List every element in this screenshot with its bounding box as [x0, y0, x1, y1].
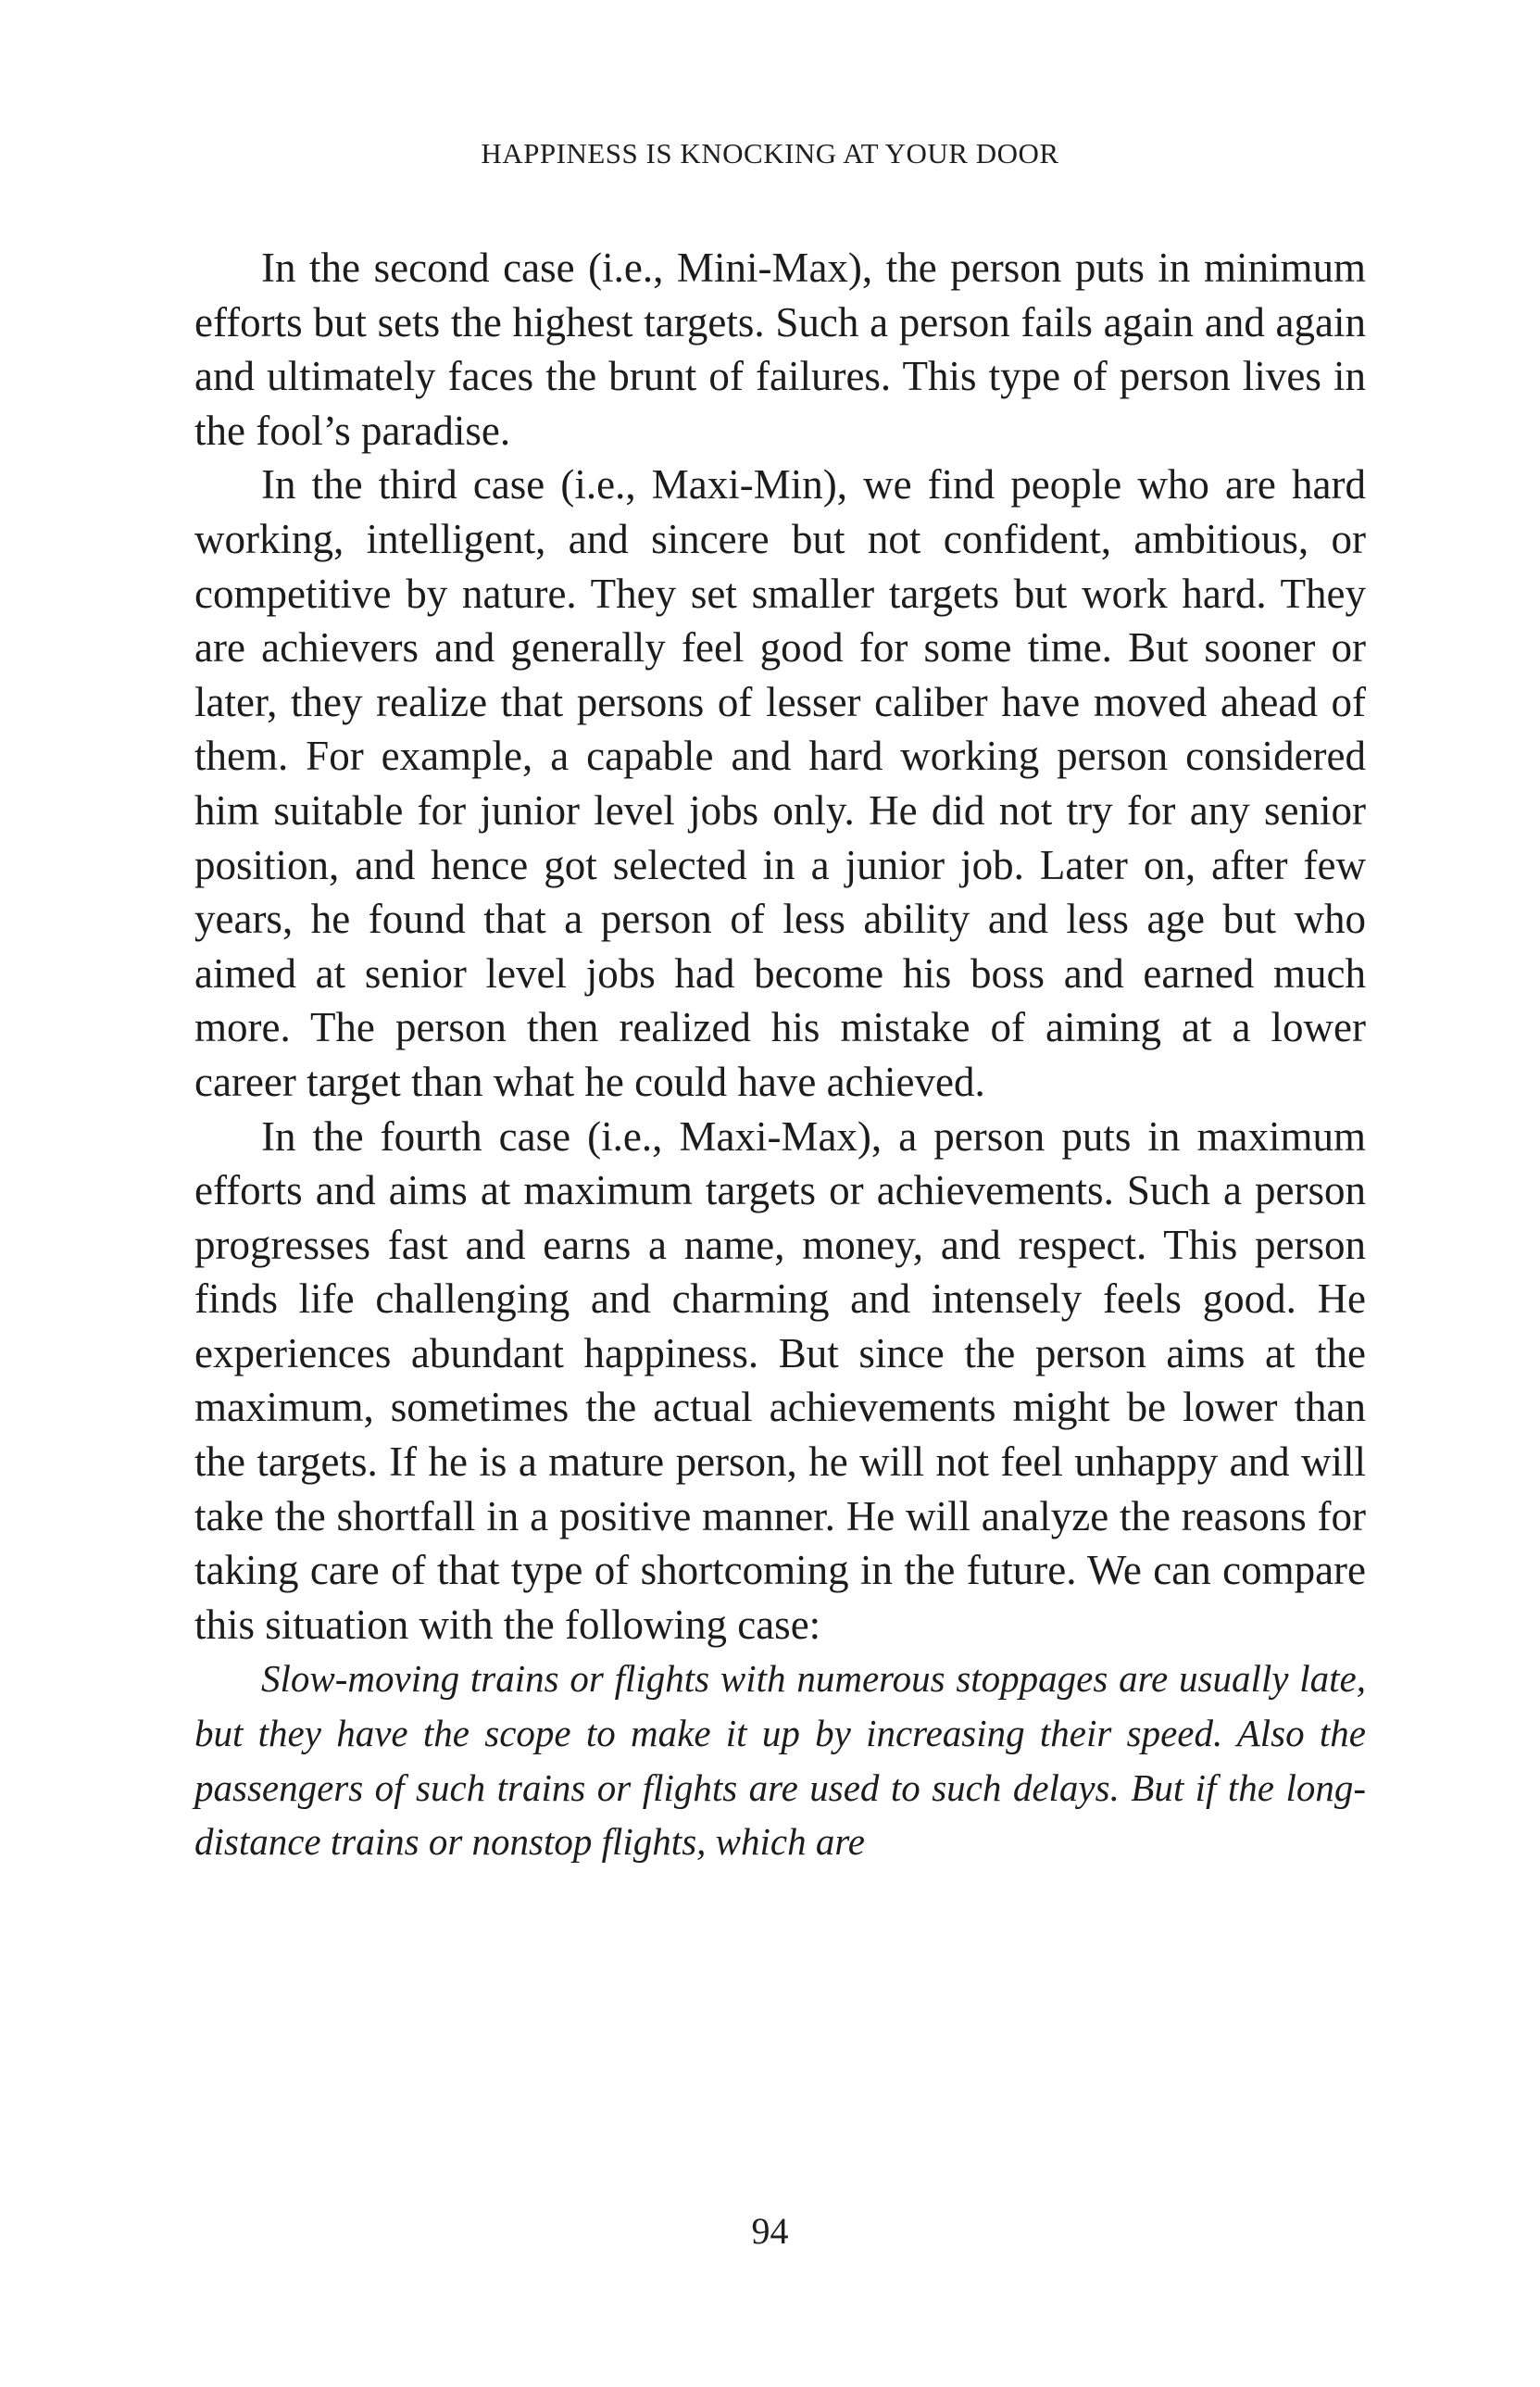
italic-example-paragraph: Slow-moving trains or flights with numerous stoppages are usually late, but they have the scope to make it up by increasing their speed. Also the passengers of such trains or flights are used to such delays. But if the long-distance trains or nonstop flights, which are	[194, 1657, 1366, 1864]
paragraph-mini-max: In the second case (i.e., Mini-Max), the person puts in minimum efforts but sets the highest targets. Such a person fails again and again and ultimately faces the brunt of failures. This type of person lives in the fool’s paradise.	[194, 245, 1366, 454]
paragraph-maxi-min: In the third case (i.e., Maxi-Min), we find people who are hard working, intelligent, and sincere but not confident, ambitious, or competitive by nature. They set smaller targets but work hard. They are achievers and generally feel good for some time. But sooner or later, they realize that persons of lesser caliber have moved ahead of them. For example, a capable and hard working person considered him suitable for junior level jobs only. He did not try for any senior position, and hence got selected in a junior job. Later on, after few years, he found that a person of less ability and less age but who aimed at senior level jobs had become his boss and earned much more. The person then realized his mistake of aiming at a lower career target than what he could have achieved.	[194, 461, 1366, 1105]
page-number: 94	[751, 2210, 789, 2252]
running-head: HAPPINESS IS KNOCKING AT YOUR DOOR	[481, 137, 1059, 170]
paragraph-maxi-max: In the fourth case (i.e., Maxi-Max), a person puts in maximum efforts and aims at maximum targets or achievements. Such a person progresses fast and earns a name, money, and respect. This person finds life challenging and charming and intensely feels good. He experiences abundant happiness. But since the person aims at the maximum, sometimes the actual achievements might be lower than the targets. If he is a mature person, he will not feel unhappy and will take the shortfall in a positive manner. He will analyze the reasons for taking care of that type of shortcoming in the future. We can compare this situation with the following case:	[194, 1112, 1366, 1648]
body-text	[194, 241, 1366, 1869]
